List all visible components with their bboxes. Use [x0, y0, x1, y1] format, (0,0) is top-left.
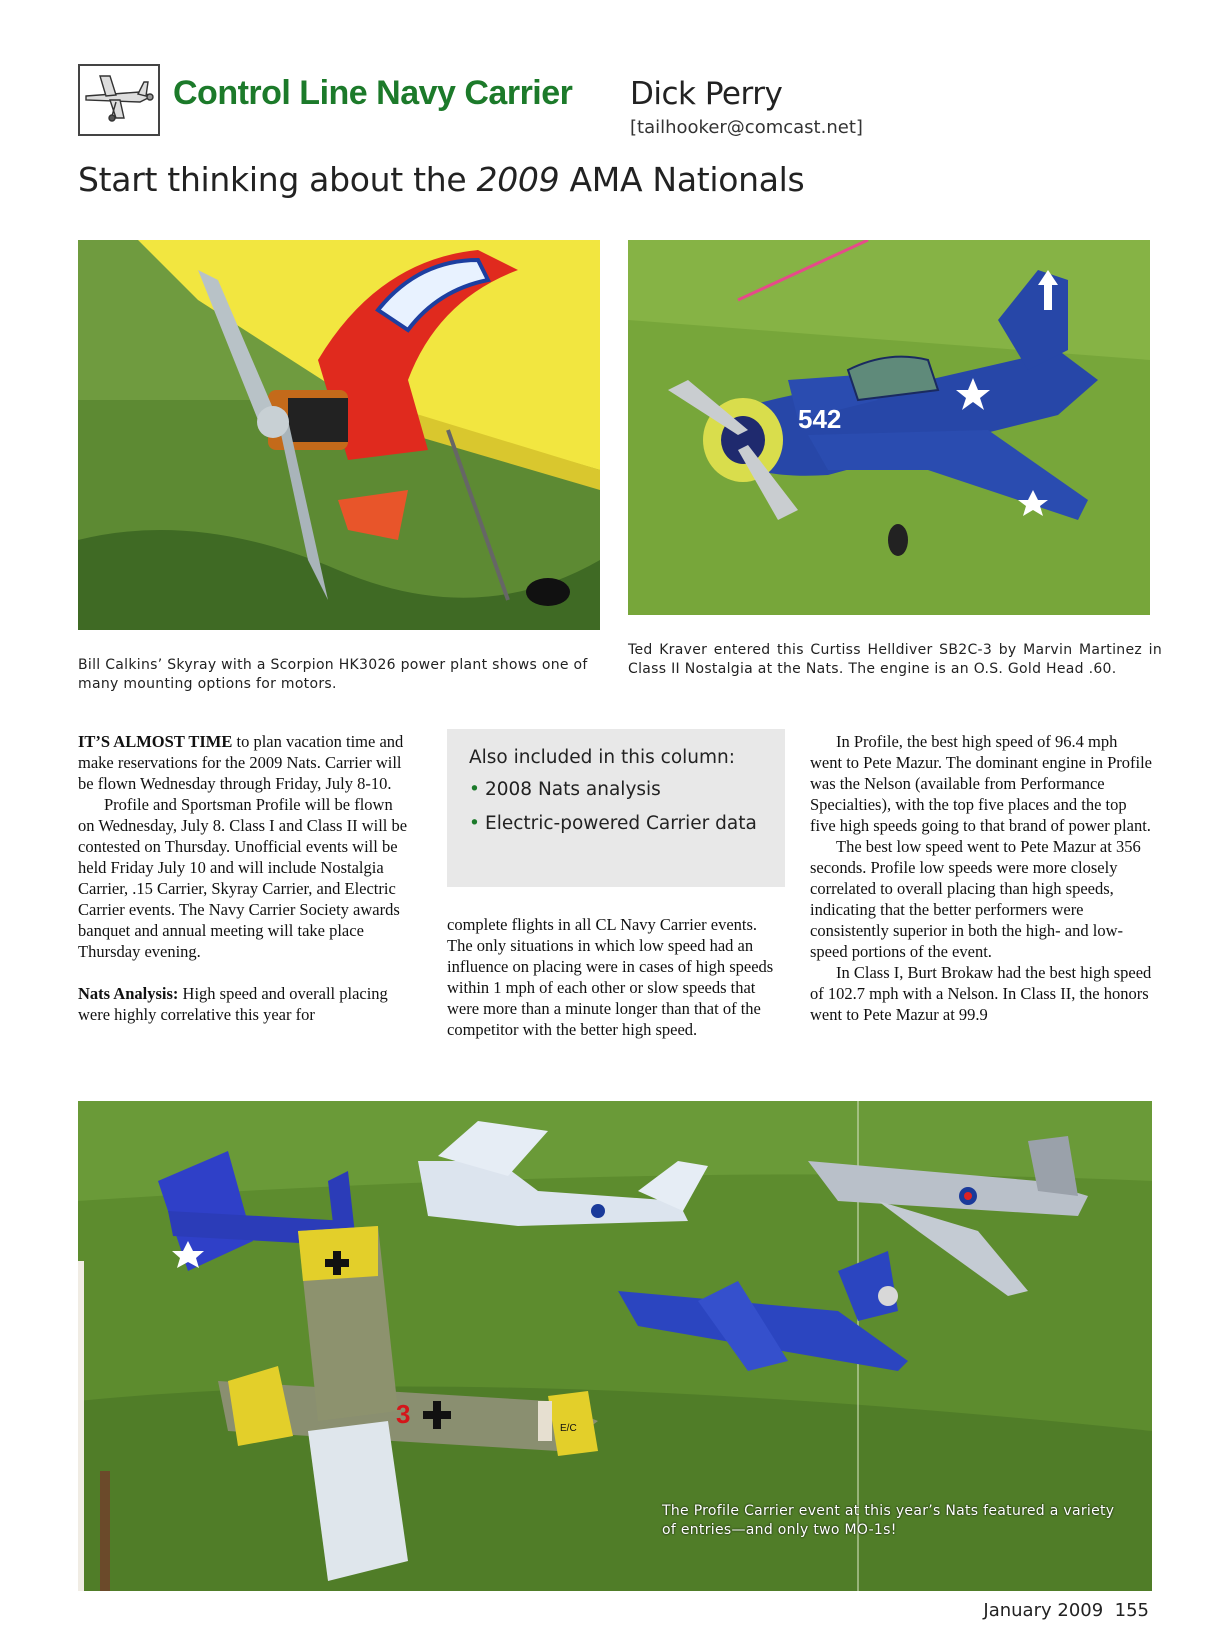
text-column-3 [810, 731, 1152, 1025]
airplane-logo-icon [80, 66, 158, 134]
paragraph-class-results: In Class I, Burt Brokaw had the best high speed of 102.7 mph with a Nelson. In Class II, the honors went to Pete Mazur at 99.9 [810, 963, 1152, 1024]
issue-date: January 2009 [983, 1600, 1104, 1621]
sidebar-box [447, 729, 785, 887]
paragraph-schedule: Profile and Sportsman Profile will be flown on Wednesday, July 8. Class I and Class II will be contested on Thursday. Unofficial events will be held Friday July 10 and will include Nostalgia Carrier, .15 Carrier, Skyray Carrier, and Electric Carrier events. The Navy Carrier Society awards banquet and annual meeting will take place Thursday evening. [78, 795, 408, 961]
paragraph-low-speed: The best low speed went to Pete Mazur at 356 seconds. Profile low speeds were more closely correlated to overall placing than high speeds, indicating that the better performers were consistently superior in both the high- and low-speed portions of the event. [810, 837, 1141, 961]
sidebar-item: • 2008 Nats analysis [469, 779, 661, 800]
fighter-number: 3 [396, 1399, 411, 1429]
text-column-1 [78, 731, 408, 1025]
photo-profile-carrier-caption: The Profile Carrier event at this year’s Nats featured a variety of entries—and only two MO-1s! [662, 1503, 1115, 1538]
author-email[interactable]: [tailhooker@comcast.net] [630, 117, 863, 138]
paragraph-nats-analysis: Nats Analysis: High speed and overall placing were highly correlative this year for [78, 984, 388, 1024]
article-headline: Start thinking about the 2009 AMA Nationals [78, 160, 805, 199]
sidebar-item: • Electric-powered Carrier data [469, 813, 757, 834]
bullet-icon: • [469, 779, 480, 800]
paragraph-profile: In Profile, the best high speed of 96.4 mph went to Pete Mazur. The dominant engine in Profile was the Nelson (available from Performance Specialties), with the top five places and the top five high speeds going to that brand of power plant. [810, 732, 1152, 835]
helldiver-number: 542 [798, 404, 842, 434]
column-logo [78, 64, 160, 136]
bullet-icon: • [469, 813, 480, 834]
photo-skyray [78, 240, 600, 630]
sidebar-title: Also included in this column: [469, 747, 736, 768]
column-title: Control Line Navy Carrier [173, 74, 573, 112]
photo-helldiver [628, 240, 1150, 615]
fighter-tail-code: E/C [560, 1423, 577, 1434]
page-number: 155 [1114, 1600, 1149, 1621]
paragraph-intro: IT’S ALMOST TIME to plan vacation time and make reservations for the 2009 Nats. Carrier will be flown Wednesday through Friday, July 8-10. [78, 732, 404, 793]
author-name: Dick Perry [630, 76, 783, 112]
photo-skyray-caption: Bill Calkins’ Skyray with a Scorpion HK3026 power plant shows one of many mounting options for motors. [78, 657, 588, 692]
paragraph-flights: complete flights in all CL Navy Carrier events. The only situations in which low speed had an influence on placing were in cases of high speeds within 1 mph of each other or slow speeds that were more than a minute longer than that of the competitor with the better high speed. [447, 915, 774, 1039]
text-column-2 [447, 914, 777, 1040]
photo-helldiver-caption: Ted Kraver entered this Curtiss Helldiver SB2C-3 by Marvin Martinez in Class II Nostalgia at the Nats. The engine is an O.S. Gold Head .60. [628, 642, 1162, 677]
page-footer [983, 1600, 1149, 1621]
sidebar-list [469, 778, 763, 836]
